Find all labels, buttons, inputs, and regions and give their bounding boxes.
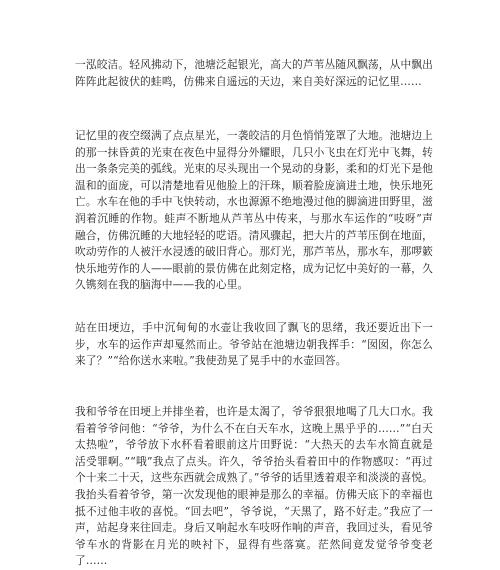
paragraph-1: 一泓皎洁。轻风拂动下，池塘泛起银光，高大的芦苇丛随风飘荡，从中飘出阵阵此起彼伏的蛙鸣，仿佛来自遥远的天边，来自美好深远的记忆里…… xyxy=(75,58,433,88)
paragraph-2: 记忆里的夜空缀满了点点星光，一袭皎洁的月色悄悄笼罩了大地。池塘边上的那一抹昏黄的光束在夜色中显得分外耀眼，几只小飞虫在灯光中飞舞，转出一条条完美的弧线。光束的尽头现出一个晃动的身影，柔和的灯光下是他温和的面庞，可以清楚地看见他脸上的汗珠，顺着脸庞滴进土地，快乐地死亡。水车在他的手中飞快转动，水也源源不绝地漫过他的脚滴进田野里，滋润着沉睡的作物。蛙声不断地从芦苇丛中传来，与那水车运作的“吱呀”声融合，仿佛沉睡的大地轻轻的呓语。清风骤起，把大片的芦苇压倒在地面，吹动劳作的人被汗水浸透的破旧背心。那灯光，那芦苇丛，那水车，那啰簌快乐地劳作的人——眼前的景仿佛在此刻定格，成为记忆中美好的一幕，久久镌刻在我的脑海中——我的心里。 xyxy=(75,129,433,292)
paragraph-3: 站在田埂边，手中沉甸甸的水壶让我收回了飘飞的思绪，我还要近出下一步，水车的运作声却戛然而止。爷爷站在池塘边朝我挥手：“囡囡，你怎么来了？”“给你送水来啦。”我使劲晃了晃手中的水壶回答。 xyxy=(75,321,433,368)
paragraph-4: 我和爷爷在田埂上并排坐着，也许是太渴了，爷爷狠狠地喝了几大口水。我看着爷爷问他：“爷爷，为什么不在白天车水，这晚上黑乎乎的……”“白天太热啦”，爷爷放下水杯看着眼前这片田野说：“大热天的去车水简直就是活受罪啊。”“哦”我点了点头。许久，爷爷抬头看着田中的作物感叹：“再过个十来二十天，这些东西就会成熟了。”爷爷的话里透着艰辛和淡淡的喜悦。我抬头看着爷爷，第一次发现他的眼神是那么的幸福。仿佛天底下的幸福也抵不过他丰收的喜悦。“回去吧”，爷爷说，“天黑了，路不好走。”我应了一声，站起身来往回走。身后又响起水车吱呀作响的声音，我回过头，看见爷爷车水的背影在月光的映衬下，显得有些落寞。茫然间竟发觉爷爷变老了…… xyxy=(75,405,433,568)
